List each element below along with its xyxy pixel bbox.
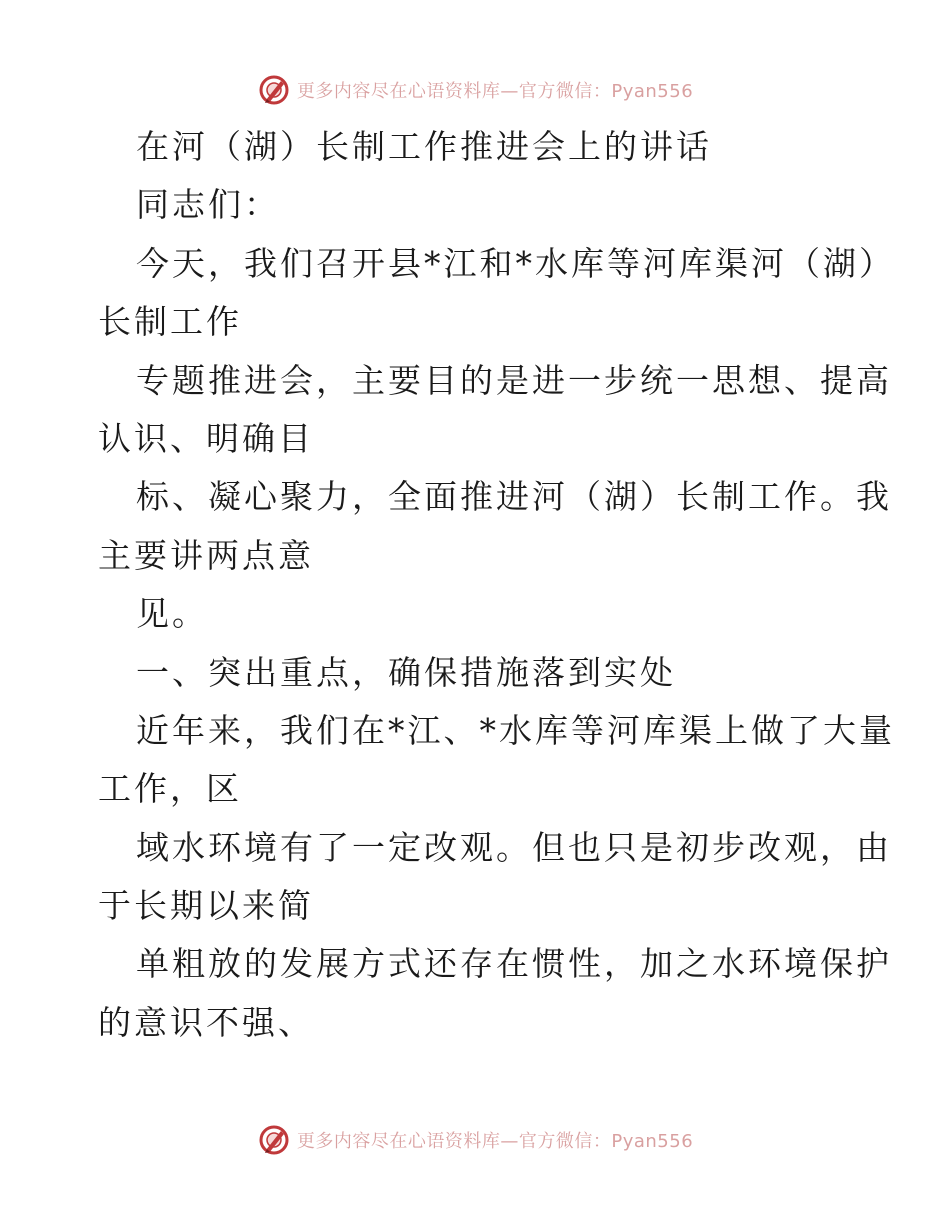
text-line: 近年来，我们在*江、*水库等河库渠上做了大量	[136, 710, 895, 750]
text-line: 见。	[136, 594, 208, 634]
text-line: 单粗放的发展方式还存在惯性，加之水环境保护	[136, 944, 892, 984]
pen-seal-icon	[257, 73, 291, 107]
text-line: 标、凝心聚力，全面推进河（湖）长制工作。我	[136, 477, 892, 517]
text-line: 一、突出重点，确保措施落到实处	[136, 652, 676, 692]
paragraph-lines	[98, 176, 895, 1052]
text-line: 主要讲两点意	[98, 535, 314, 575]
text-line: 专题推进会，主要目的是进一步统一思想、提高	[136, 360, 892, 400]
header-watermark	[0, 70, 950, 110]
text-line: 今天，我们召开县*江和*水库等河库渠河（湖）	[136, 243, 895, 283]
watermark-text: 更多内容尽在心语资料库—官方微信：Pyan556	[296, 1131, 694, 1152]
text-line: 工作，区	[98, 769, 242, 809]
text-line: 长制工作	[98, 302, 242, 342]
document-title: 在河（湖）长制工作推进会上的讲话	[136, 127, 712, 166]
text-line: 于长期以来简	[98, 886, 314, 926]
text-line: 同志们：	[136, 185, 280, 225]
text-line: 域水环境有了一定改观。但也只是初步改观，由	[136, 827, 892, 867]
text-line: 认识、明确目	[98, 418, 314, 458]
watermark-text: 更多内容尽在心语资料库—官方微信：Pyan556	[296, 81, 694, 102]
text-line: 的意识不强、	[98, 1002, 314, 1042]
pen-seal-icon	[257, 1123, 291, 1157]
footer-watermark	[0, 1120, 950, 1160]
document-body	[98, 118, 895, 1052]
